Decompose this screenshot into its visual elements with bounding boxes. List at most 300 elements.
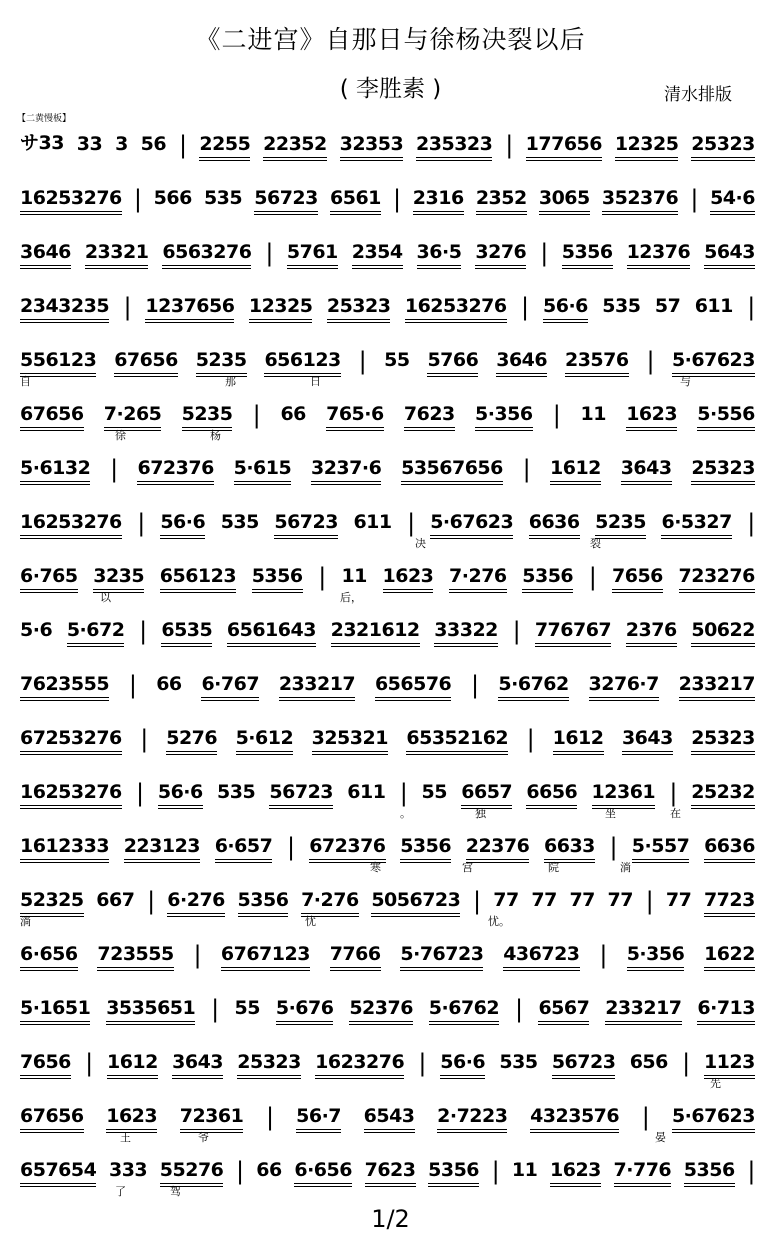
notation-line [20, 561, 755, 591]
note-group: 3276·7 [588, 673, 659, 695]
lyric-line [20, 535, 755, 549]
note-group: 667 [96, 889, 135, 911]
lyric-syllable: 忧。 [488, 915, 510, 928]
note-group: 12325 [248, 295, 313, 317]
bar-line: | [318, 563, 326, 591]
bar-line: | [140, 725, 148, 753]
score-line [20, 388, 755, 442]
note-group: 65352162 [406, 727, 509, 749]
note-group: 6563276 [162, 241, 252, 263]
note-group: 7·276 [449, 565, 507, 587]
note-group: 56·6 [543, 295, 588, 317]
note-group: 1612 [552, 727, 604, 749]
lyric-syllable: 院 [548, 861, 559, 874]
note-group: 5356 [428, 1159, 480, 1181]
bar-line: | [521, 293, 529, 321]
lyric-line [20, 427, 755, 441]
note-group: 6·713 [697, 997, 755, 1019]
note-group: 5·676 [275, 997, 334, 1019]
note-group: 6561 [330, 187, 381, 209]
lyric-line [20, 589, 755, 603]
note-group: 4323576 [530, 1105, 620, 1127]
note-group: 3646 [496, 349, 548, 371]
note-group: 25323 [691, 727, 755, 749]
bar-line: | [211, 995, 219, 1023]
note-group: 235323 [416, 133, 493, 155]
lyric-syllable: 晏 [655, 1131, 666, 1144]
note-group: 25323 [691, 133, 755, 155]
note-group: 6·276 [167, 889, 225, 911]
lyric-syllable: 决 [415, 537, 426, 550]
note-group: 5761 [286, 241, 338, 263]
note-group: 67656 [20, 1105, 84, 1127]
note-group: 5356 [561, 241, 613, 263]
lyric-line [20, 1075, 755, 1089]
lyric-syllable: 那 [225, 375, 236, 388]
note-group: 1623 [382, 565, 434, 587]
note-group: 5·612 [235, 727, 294, 749]
note-group: 233217 [678, 673, 755, 695]
bar-line: | [123, 293, 132, 321]
note-group: 6567 [538, 997, 590, 1019]
notation-line [20, 399, 755, 429]
bar-line: | [522, 455, 531, 483]
bar-line: | [147, 887, 155, 915]
note-group: 52376 [349, 997, 413, 1019]
score-line [20, 1036, 755, 1090]
notation-line [20, 939, 755, 969]
lyric-syllable: 杨 [210, 429, 221, 442]
lyric-syllable: 王 [120, 1131, 131, 1144]
notation-line [20, 507, 755, 537]
note-group: 535 [602, 295, 641, 317]
score-line [20, 550, 755, 604]
lyric-line [20, 1129, 755, 1143]
notation-line [20, 453, 755, 483]
note-group: 56·6 [157, 781, 203, 803]
note-group: 23321 [84, 241, 149, 263]
bar-line: | [136, 779, 144, 807]
note-group: 656 [629, 1051, 668, 1073]
score-line [20, 226, 755, 280]
bar-line: | [265, 239, 273, 267]
lyric-syllable: 宫 [462, 861, 473, 874]
notation-line [20, 669, 755, 699]
note-group: 6636 [704, 835, 755, 857]
tempo-mark: 【二黄慢板】 [17, 114, 72, 124]
score-line [20, 496, 755, 550]
note-group: 54·6 [710, 187, 755, 209]
score-line [20, 712, 755, 766]
note-group: 3065 [538, 187, 590, 209]
lyric-syllable: 淌 [620, 861, 631, 874]
note-group: 2255 [199, 133, 251, 155]
note-group: 6·657 [214, 835, 273, 857]
lyric-syllable: 先 [710, 1077, 721, 1090]
bar-line: | [512, 617, 521, 645]
note-group: 1623 [626, 403, 678, 425]
notation-line [20, 723, 755, 753]
note-group: 25323 [237, 1051, 301, 1073]
note-group: 77 [531, 889, 557, 911]
bar-line: | [669, 779, 677, 807]
note-group: サ33 [20, 132, 64, 154]
note-group: 5·67623 [671, 1105, 755, 1127]
bar-line: | [265, 1103, 274, 1131]
note-group: 535 [203, 187, 243, 209]
performer-name: ( 李胜素 ) [339, 76, 442, 102]
publisher-credit: 清水排版 [664, 85, 732, 105]
note-group: 1237656 [145, 295, 235, 317]
bar-line: | [236, 1157, 244, 1185]
note-group: 55 [234, 997, 260, 1019]
bar-line: | [609, 833, 618, 861]
note-group: 5·557 [631, 835, 690, 857]
note-group: 1612 [106, 1051, 158, 1073]
note-group: 5·615 [233, 457, 292, 479]
score-line [20, 658, 755, 712]
note-group: 5235 [595, 511, 646, 533]
note-group: 5766 [427, 349, 479, 371]
score-line [20, 820, 755, 874]
note-group: 656123 [159, 565, 237, 587]
bar-line: | [137, 509, 145, 537]
bar-line: | [645, 887, 654, 915]
note-group: 25323 [691, 457, 755, 479]
note-group: 3276 [475, 241, 527, 263]
lyric-line [20, 859, 755, 873]
note-group: 672376 [137, 457, 214, 479]
note-group: 56·6 [160, 511, 206, 533]
note-group: 22352 [263, 133, 327, 155]
note-group: 2·7223 [437, 1105, 508, 1127]
bar-line: | [588, 563, 597, 591]
note-group: 7623 [364, 1159, 416, 1181]
bar-line: | [393, 185, 401, 213]
note-group: 566 [153, 187, 192, 209]
notation-line [20, 183, 755, 213]
note-group: 5356 [522, 565, 574, 587]
lyric-syllable: 后， [340, 591, 362, 604]
note-group: 16253276 [20, 781, 122, 803]
note-group: 57 [654, 295, 681, 317]
lyric-syllable: 寒 [370, 861, 381, 874]
bar-line: | [690, 185, 698, 213]
note-group: 6·767 [201, 673, 260, 695]
note-group: 55 [384, 349, 410, 371]
score-line [20, 1090, 755, 1144]
note-group: 25323 [326, 295, 391, 317]
lyric-line [20, 373, 755, 387]
score-body [20, 118, 755, 1198]
note-group: 33 [76, 133, 103, 155]
note-group: 233217 [605, 997, 682, 1019]
note-group: 12361 [591, 781, 656, 803]
note-group: 56 [140, 133, 167, 155]
page-number: 1/2 [371, 1205, 410, 1233]
note-group: 66 [280, 403, 306, 425]
note-group: 33322 [434, 619, 498, 641]
note-group: 23576 [564, 349, 629, 371]
notation-line [20, 237, 755, 267]
note-group: 556123 [20, 349, 97, 371]
note-group: 3235 [93, 565, 145, 587]
lyric-line [20, 1183, 755, 1197]
bar-line: | [407, 509, 415, 537]
note-group: 436723 [503, 943, 580, 965]
bar-line: | [491, 1157, 500, 1185]
note-group: 5·6762 [498, 673, 569, 695]
notation-line [20, 129, 755, 159]
note-group: 1623276 [315, 1051, 405, 1073]
note-group: 776767 [534, 619, 612, 641]
bar-line: | [418, 1049, 427, 1077]
note-group: 656576 [374, 673, 452, 695]
lyric-syllable: 忧 [305, 915, 316, 928]
note-group: 6636 [528, 511, 580, 533]
note-group: 66 [156, 673, 182, 695]
note-group: 11 [580, 403, 606, 425]
note-group: 611 [694, 295, 733, 317]
lyric-syllable: 徐 [115, 429, 126, 442]
note-group: 5·6 [20, 619, 53, 641]
notation-line [20, 345, 755, 375]
note-group: 67253276 [20, 727, 122, 749]
note-group: 7623555 [20, 673, 110, 695]
note-group: 67656 [20, 403, 84, 425]
note-group: 5643 [704, 241, 755, 263]
bar-line: | [399, 779, 408, 807]
note-group: 535 [220, 511, 259, 533]
bar-line: | [128, 671, 137, 699]
lyric-syllable: 。 [400, 807, 411, 820]
note-group: 333 [108, 1159, 148, 1181]
note-group: 611 [353, 511, 392, 533]
bar-line: | [110, 455, 118, 483]
note-group: 7623 [403, 403, 455, 425]
note-group: 66 [256, 1159, 282, 1181]
notation-line [20, 1155, 755, 1185]
note-group: 16253276 [20, 187, 122, 209]
bar-line: | [747, 509, 755, 537]
lyric-syllable: 淌 [20, 915, 31, 928]
bar-line: | [747, 293, 755, 321]
note-group: 177656 [525, 133, 602, 155]
note-group: 6·656 [20, 943, 78, 965]
note-group: 16253276 [20, 511, 122, 533]
note-group: 7·265 [103, 403, 162, 425]
note-group: 6656 [526, 781, 578, 803]
score-line [20, 280, 755, 334]
lyric-line [20, 913, 755, 927]
note-group: 5·76723 [400, 943, 484, 965]
score-line [20, 172, 755, 226]
lyric-syllable: 独 [475, 807, 486, 820]
note-group: 1612333 [20, 835, 110, 857]
note-group: 535 [499, 1051, 538, 1073]
score-line [20, 442, 755, 496]
bar-line: | [514, 995, 523, 1023]
note-group: 5356 [683, 1159, 735, 1181]
lyric-syllable: 在 [670, 807, 681, 820]
note-group: 3 [115, 133, 128, 155]
note-group: 3643 [621, 727, 673, 749]
lyric-syllable: 了 [115, 1185, 126, 1198]
bar-line: | [747, 1157, 755, 1185]
notation-line [20, 615, 755, 645]
note-group: 50622 [691, 619, 755, 641]
note-group: 2352 [475, 187, 527, 209]
note-group: 3535651 [106, 997, 196, 1019]
note-group: 7766 [329, 943, 381, 965]
bar-line: | [599, 941, 607, 969]
note-group: 67656 [114, 349, 178, 371]
bar-line: | [540, 239, 548, 267]
bar-line: | [526, 725, 535, 753]
bar-line: | [682, 1049, 690, 1077]
note-group: 5·6132 [20, 457, 91, 479]
note-group: 6543 [363, 1105, 415, 1127]
note-group: 5·356 [626, 943, 685, 965]
note-group: 2343235 [20, 295, 110, 317]
bar-line: | [471, 671, 479, 699]
note-group: 56723 [254, 187, 318, 209]
note-group: 5356 [400, 835, 452, 857]
note-group: 22376 [465, 835, 530, 857]
note-group: 25232 [691, 781, 755, 803]
note-group: 6·765 [20, 565, 78, 587]
score-line [20, 604, 755, 658]
note-group: 5356 [251, 565, 303, 587]
note-group: 1623 [106, 1105, 158, 1127]
note-group: 12325 [614, 133, 679, 155]
note-group: 77 [493, 889, 519, 911]
note-group: 52325 [20, 889, 84, 911]
bar-line: | [85, 1049, 93, 1077]
note-group: 5276 [166, 727, 218, 749]
score-title: 《二进宫》自那日与徐杨决裂以后 [195, 25, 586, 54]
note-group: 765·6 [326, 403, 384, 425]
note-group: 5·556 [697, 403, 755, 425]
note-group: 2354 [351, 241, 403, 263]
note-group: 6767123 [220, 943, 310, 965]
score-line [20, 1144, 755, 1198]
notation-line [20, 291, 755, 321]
note-group: 77 [607, 889, 633, 911]
score-line [20, 334, 755, 388]
note-group: 723276 [678, 565, 755, 587]
note-group: 5·356 [474, 403, 533, 425]
bar-line: | [641, 1103, 650, 1131]
note-group: 55 [421, 781, 447, 803]
note-group: 3643 [620, 457, 672, 479]
note-group: 56·7 [296, 1105, 342, 1127]
note-group: 6535 [161, 619, 213, 641]
note-group: 1623 [550, 1159, 601, 1181]
bar-line: | [133, 185, 142, 213]
note-group: 32353 [339, 133, 404, 155]
notation-line [20, 1101, 755, 1131]
note-group: 2321612 [330, 619, 420, 641]
bar-line: | [473, 887, 481, 915]
lyric-line [20, 805, 755, 819]
note-group: 77 [665, 889, 692, 911]
lyric-syllable: 日 [310, 375, 321, 388]
note-group: 56723 [269, 781, 334, 803]
note-group: 56723 [551, 1051, 616, 1073]
score-line [20, 982, 755, 1036]
note-group: 11 [341, 565, 367, 587]
note-group: 5·672 [66, 619, 125, 641]
note-group: 3643 [172, 1051, 224, 1073]
note-group: 53567656 [401, 457, 503, 479]
bar-line: | [505, 131, 513, 159]
note-group: 56·6 [440, 1051, 486, 1073]
bar-line: | [178, 131, 187, 159]
note-group: 325321 [311, 727, 388, 749]
note-group: 11 [511, 1159, 538, 1181]
bar-line: | [193, 941, 202, 969]
note-group: 5235 [195, 349, 247, 371]
notation-line [20, 777, 755, 807]
note-group: 7656 [20, 1051, 71, 1073]
note-group: 223123 [123, 835, 201, 857]
bar-line: | [252, 401, 261, 429]
note-group: 72361 [179, 1105, 244, 1127]
note-group: 1612 [550, 457, 601, 479]
note-group: 5·1651 [20, 997, 91, 1019]
note-group: 36·5 [416, 241, 462, 263]
note-group: 55276 [159, 1159, 224, 1181]
note-group: 5·67623 [671, 349, 755, 371]
bar-line: | [646, 347, 655, 375]
notation-line [20, 885, 755, 915]
note-group: 6·656 [294, 1159, 352, 1181]
lyric-syllable: 爷 [198, 1131, 209, 1144]
score-line [20, 928, 755, 982]
note-group: 77 [569, 889, 595, 911]
note-group: 672376 [309, 835, 386, 857]
note-group: 2316 [412, 187, 464, 209]
lyric-syllable: 以 [100, 591, 111, 604]
note-group: 657654 [20, 1159, 97, 1181]
note-group: 16253276 [404, 295, 507, 317]
note-group: 2376 [625, 619, 677, 641]
note-group: 5·67623 [430, 511, 514, 533]
note-group: 7·776 [613, 1159, 672, 1181]
lyric-syllable: 裂 [590, 537, 601, 550]
note-group: 3237·6 [310, 457, 382, 479]
lyric-syllable: 自 [20, 375, 31, 388]
note-group: 3646 [20, 241, 71, 263]
lyric-syllable: 与 [680, 375, 691, 388]
bar-line: | [139, 617, 147, 645]
note-group: 1123 [703, 1051, 755, 1073]
notation-line [20, 831, 755, 861]
note-group: 6561643 [226, 619, 316, 641]
lyric-syllable: 驾 [170, 1185, 181, 1198]
bar-line: | [286, 833, 295, 861]
note-group: 56723 [274, 511, 338, 533]
note-group: 656123 [264, 349, 341, 371]
note-group: 611 [347, 781, 386, 803]
note-group: 5·6762 [428, 997, 500, 1019]
bar-line: | [358, 347, 367, 375]
note-group: 6633 [544, 835, 595, 857]
lyric-syllable: 坐 [605, 807, 616, 820]
note-group: 7723 [703, 889, 755, 911]
note-group: 5235 [181, 403, 233, 425]
